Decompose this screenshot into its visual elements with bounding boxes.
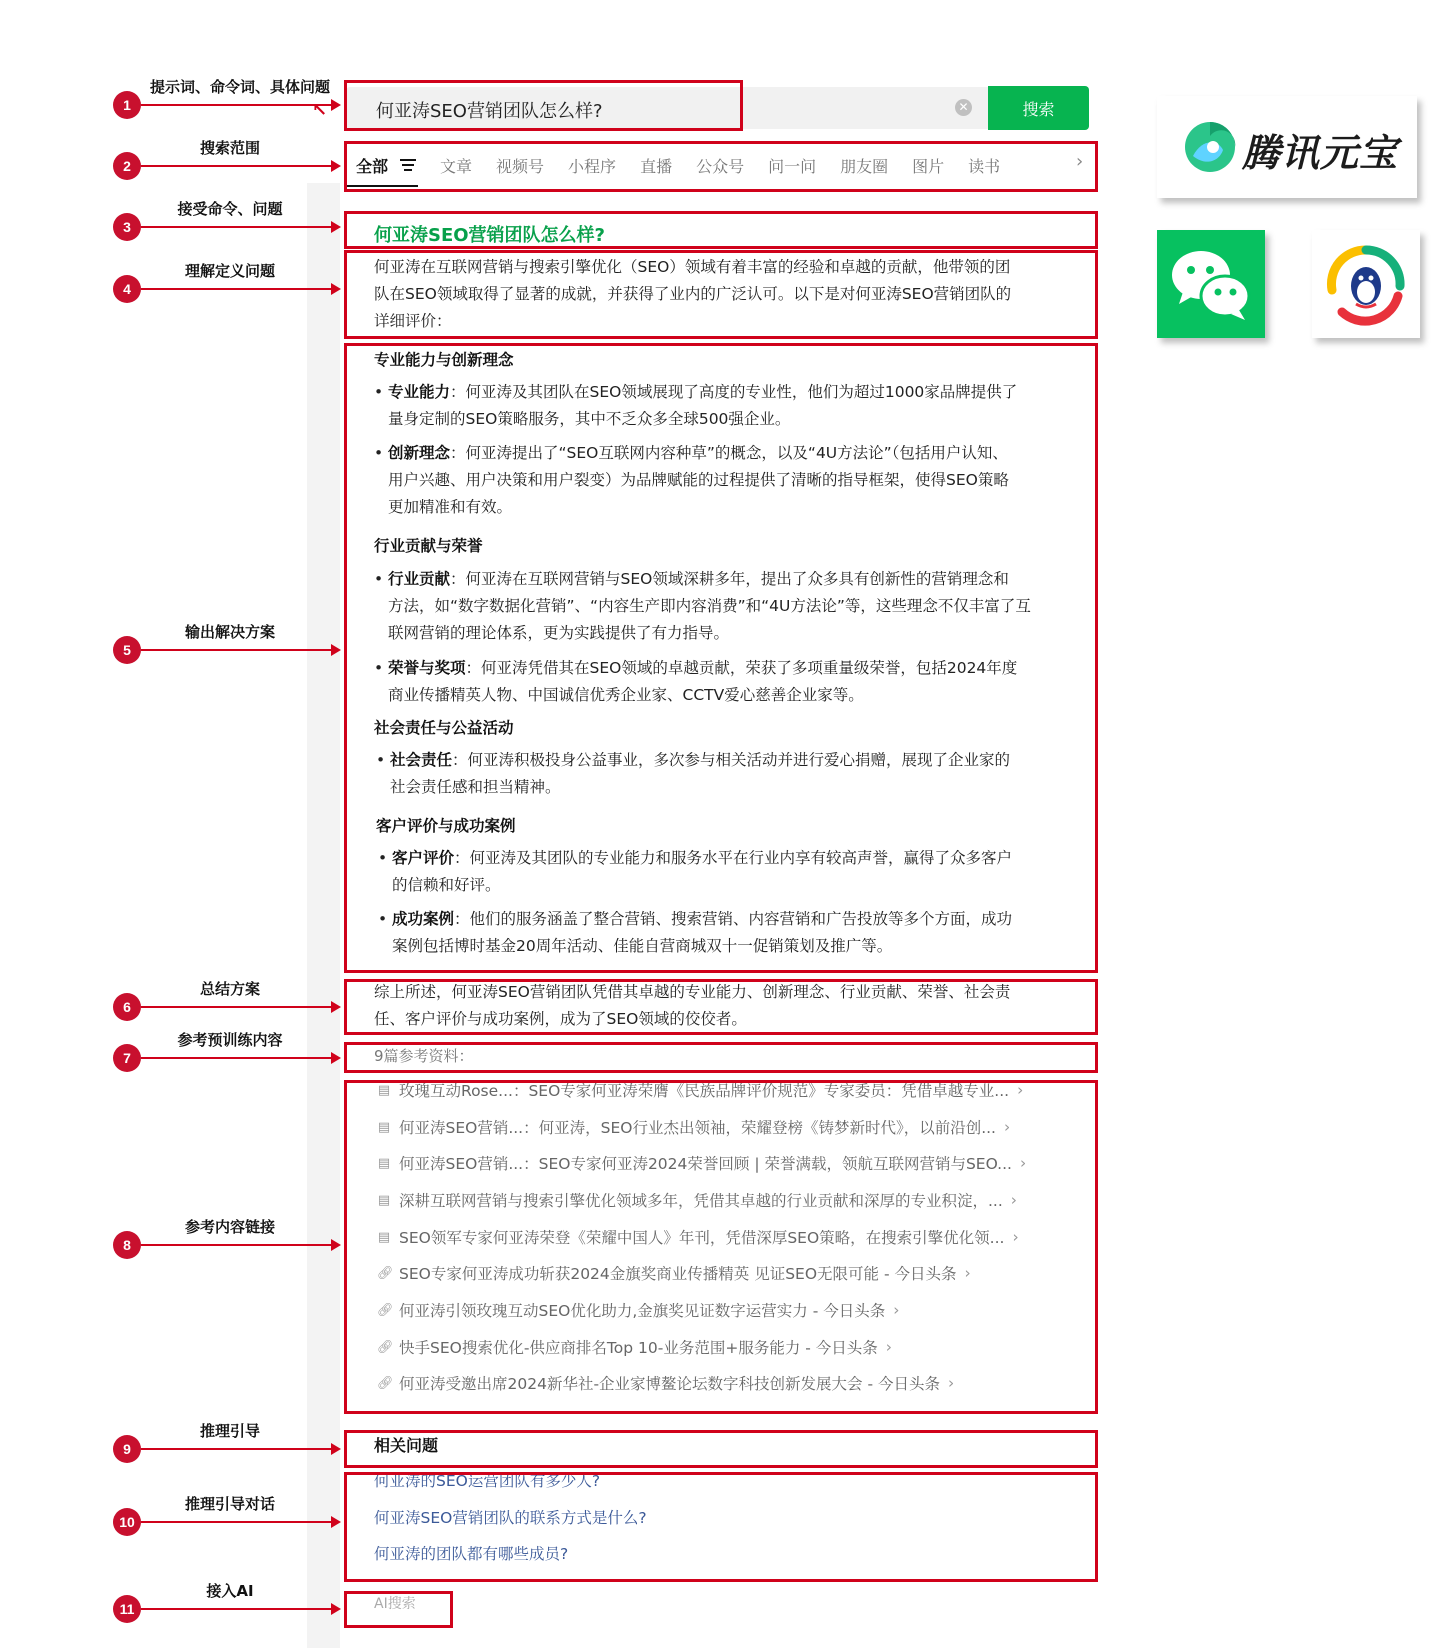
annotation-number: 10 bbox=[113, 1508, 141, 1536]
chevron-right-icon: › bbox=[893, 1301, 900, 1319]
annotation-number: 1 bbox=[113, 91, 141, 119]
annotation-label: 接受命令、问题 bbox=[177, 200, 283, 218]
link-icon: 🔗︎ bbox=[377, 1375, 394, 1391]
bullet-item: • 专业能力：何亚涛及其团队在SEO领域展现了高度的专业性，他们为超过1000家品牌提供了 量身定制的SEO策略服务，其中不乏众多全球500强企业。 bbox=[374, 383, 1018, 428]
annotation-number: 11 bbox=[113, 1595, 141, 1623]
tab-books[interactable]: 读书 bbox=[968, 156, 1001, 176]
annotation-number: 9 bbox=[113, 1435, 141, 1463]
search-button[interactable]: 搜索 bbox=[988, 86, 1089, 130]
annotation-3 bbox=[110, 200, 345, 244]
reference-link[interactable]: ▤ 何亚涛SEO营销...：何亚涛，SEO行业杰出领袖，荣耀登榜《铸梦新时代》，以前沿创... › bbox=[377, 1118, 1011, 1137]
annotation-8 bbox=[110, 1218, 345, 1262]
annotation-label: 理解定义问题 bbox=[184, 262, 275, 280]
related-questions-title: 相关问题 bbox=[374, 1436, 439, 1455]
bullet-item: • 成功案例：他们的服务涵盖了整合营销、搜索营销、内容营销和广告投放等多个方面，成功 案例包括博时基金20周年活动、佳能自营商城双十一促销策划及推广等。 bbox=[378, 910, 1013, 955]
doc-icon: ▤ bbox=[377, 1082, 391, 1098]
chevron-right-icon[interactable]: › bbox=[1076, 151, 1084, 172]
chevron-right-icon: › bbox=[885, 1338, 892, 1356]
annotation-6 bbox=[110, 980, 345, 1024]
link-icon: 🔗︎ bbox=[377, 1265, 394, 1281]
answer-intro: 何亚涛在互联网营销与搜索引擎优化（SEO）领域有着丰富的经验和卓越的贡献，他带领的团 队在SEO领域取得了显著的成就，并获得了业内的广泛认可。以下是对何亚涛SEO营销团队的 详细评价： bbox=[374, 258, 1012, 330]
annotation-7 bbox=[110, 1031, 345, 1075]
highlight-box-2 bbox=[344, 141, 1098, 192]
reference-link[interactable]: ▤ 深耕互联网营销与搜索引擎优化领域多年，凭借其卓越的行业贡献和深厚的专业积淀，... › bbox=[377, 1191, 1017, 1210]
bullet-item: • 荣誉与奖项：何亚涛凭借其在SEO领域的卓越贡献，荣获了多项重量级荣誉，包括2024年度 商业传播精英人物、中国诚信优秀企业家、CCTV爱心慈善企业家等。 bbox=[374, 659, 1018, 704]
tab-official-account[interactable]: 公众号 bbox=[696, 156, 745, 176]
doc-icon: ▤ bbox=[377, 1229, 391, 1245]
annotation-label: 推理引导对话 bbox=[184, 1495, 275, 1513]
annotation-11 bbox=[110, 1582, 345, 1626]
related-question-link[interactable]: 何亚涛SEO营销团队的联系方式是什么? bbox=[374, 1509, 647, 1527]
chevron-right-icon: › bbox=[1003, 1118, 1011, 1136]
annotation-label: 接入AI bbox=[206, 1582, 254, 1600]
doc-icon: ▤ bbox=[377, 1192, 391, 1208]
highlight-box-6 bbox=[344, 979, 1098, 1035]
yuanbao-logo-text: 腾讯元宝 bbox=[1242, 131, 1399, 175]
highlight-box-9 bbox=[344, 1430, 1098, 1468]
cursor-icon: ↖ bbox=[312, 100, 328, 121]
annotation-number: 2 bbox=[113, 152, 141, 180]
reference-link[interactable]: 🔗︎ 何亚涛引领玫瑰互动SEO优化助力,金旗奖见证数字运营实力 - 今日头条 › bbox=[377, 1301, 900, 1320]
clear-icon[interactable]: ✕ bbox=[955, 99, 972, 116]
reference-link[interactable]: ▤ 何亚涛SEO营销...：SEO专家何亚涛2024荣誉回顾 | 荣誉满载，领航互联网营销与SEO... › bbox=[377, 1154, 1027, 1173]
annotation-number: 7 bbox=[113, 1044, 141, 1072]
annotation-9 bbox=[110, 1422, 345, 1466]
doc-icon: ▤ bbox=[377, 1155, 391, 1171]
annotation-2 bbox=[110, 139, 345, 183]
annotation-number: 8 bbox=[113, 1231, 141, 1259]
highlight-box-3 bbox=[344, 211, 1098, 249]
highlight-box-1 bbox=[344, 80, 743, 131]
chevron-right-icon: › bbox=[964, 1264, 971, 1282]
reference-link[interactable]: 🔗︎ 何亚涛受邀出席2024新华社-企业家博鳌论坛数字科技创新发展大会 - 今日头条 › bbox=[377, 1374, 955, 1393]
reference-count: 9篇参考资料： bbox=[374, 1047, 474, 1065]
annotation-number: 5 bbox=[113, 636, 141, 664]
annotation-label: 输出解决方案 bbox=[184, 623, 275, 641]
tab-article[interactable]: 文章 bbox=[440, 156, 473, 176]
chevron-right-icon: › bbox=[1010, 1191, 1017, 1209]
highlight-box-5 bbox=[344, 343, 1098, 973]
tab-all[interactable]: 全部 bbox=[356, 154, 416, 177]
chevron-right-icon: › bbox=[1019, 1154, 1027, 1172]
related-question-link[interactable]: 何亚涛的SEO运营团队有多少人? bbox=[374, 1472, 601, 1490]
qq-icon bbox=[1312, 230, 1420, 338]
bullet-item: • 社会责任：何亚涛积极投身公益事业，多次参与相关活动并进行爱心捐赠，展现了企业家的 社会责任感和担当精神。 bbox=[376, 751, 1011, 796]
reference-link[interactable]: ▤ SEO领军专家何亚涛荣登《荣耀中国人》年刊，凭借深厚SEO策略，在搜索引擎优化领... › bbox=[377, 1228, 1019, 1247]
related-question-link[interactable]: 何亚涛的团队都有哪些成员? bbox=[374, 1545, 569, 1563]
section-title: 客户评价与成功案例 bbox=[376, 817, 516, 835]
bullet-item: • 行业贡献：何亚涛在互联网营销与SEO领域深耕多年，提出了众多具有创新性的营销理念和 方法，如“数字数据化营销”、“内容生产即内容消费”和“4U方法论”等，这些理念不仅丰富了互 联网营销的理论体系，更为实践提供了有力指导。 bbox=[374, 570, 1031, 642]
annotation-number: 4 bbox=[113, 275, 141, 303]
bullet-item: • 创新理念：何亚涛提出了“SEO互联网内容种草”的概念，以及“4U方法论”（包括用户认知、 用户兴趣、用户决策和用户裂变）为品牌赋能的过程提供了清晰的指导框架，使得SEO策略 更加精准和有效。 bbox=[374, 444, 1009, 516]
reference-link[interactable]: 🔗︎ SEO专家何亚涛成功斩获2024金旗奖商业传播精英 见证SEO无限可能 - 今日头条 › bbox=[377, 1264, 971, 1283]
answer-question-title: 何亚涛SEO营销团队怎么样? bbox=[374, 225, 606, 246]
annotation-arrow bbox=[141, 104, 333, 106]
section-title: 行业贡献与荣誉 bbox=[374, 537, 483, 555]
annotation-label: 搜索范围 bbox=[199, 139, 260, 157]
annotation-label: 参考内容链接 bbox=[184, 1218, 275, 1236]
answer-summary: 综上所述，何亚涛SEO营销团队凭借其卓越的专业能力、创新理念、行业贡献、荣誉、社会责 任、客户评价与成功案例，成为了SEO领域的佼佼者。 bbox=[374, 983, 1011, 1028]
section-title: 专业能力与创新理念 bbox=[374, 351, 514, 369]
chevron-right-icon: › bbox=[1012, 1228, 1019, 1246]
annotation-4 bbox=[110, 262, 345, 306]
highlight-box-4 bbox=[344, 250, 1098, 339]
wechat-logo bbox=[1157, 230, 1265, 338]
annotation-number: 3 bbox=[113, 213, 141, 241]
annotation-label: 推理引导 bbox=[199, 1422, 260, 1440]
annotation-label: 参考预训练内容 bbox=[177, 1031, 283, 1049]
tab-images[interactable]: 图片 bbox=[912, 156, 945, 176]
qq-logo bbox=[1312, 230, 1420, 338]
ai-search-link[interactable]: AI搜索 bbox=[374, 1596, 416, 1612]
annotation-number: 6 bbox=[113, 993, 141, 1021]
reference-link[interactable]: 🔗︎ 快手SEO搜索优化-供应商排名Top 10-业务范围+服务能力 - 今日头条 › bbox=[377, 1338, 892, 1357]
chevron-right-icon: › bbox=[948, 1374, 955, 1392]
link-icon: 🔗︎ bbox=[377, 1339, 394, 1355]
highlight-box-10 bbox=[344, 1472, 1098, 1582]
search-query-text[interactable]: 何亚涛SEO营销团队怎么样? bbox=[376, 101, 603, 122]
reference-link[interactable]: ▤ 玫瑰互动Rose...：SEO专家何亚涛荣膺《民族品牌评价规范》专家委员：凭借卓越专业... › bbox=[377, 1081, 1024, 1100]
annotation-5 bbox=[110, 623, 345, 667]
tab-moments[interactable]: 朋友圈 bbox=[840, 156, 889, 176]
annotation-1 bbox=[110, 78, 345, 122]
section-title: 社会责任与公益活动 bbox=[374, 719, 514, 737]
link-icon: 🔗︎ bbox=[377, 1302, 394, 1318]
annotation-label: 总结方案 bbox=[199, 980, 260, 998]
tab-channels[interactable]: 视频号 bbox=[496, 156, 545, 176]
tab-miniprogram[interactable]: 小程序 bbox=[568, 156, 617, 176]
highlight-box-11 bbox=[344, 1591, 453, 1628]
bullet-item: • 客户评价：何亚涛及其团队的专业能力和服务水平在行业内享有较高声誉，赢得了众多客户 的信赖和好评。 bbox=[378, 849, 1013, 894]
annotation-10 bbox=[110, 1495, 345, 1539]
yuanbao-logo-icon bbox=[1183, 120, 1237, 174]
doc-icon: ▤ bbox=[377, 1119, 391, 1135]
highlight-box-7 bbox=[344, 1042, 1098, 1073]
tab-live[interactable]: 直播 bbox=[640, 156, 673, 176]
highlight-box-8 bbox=[344, 1080, 1098, 1414]
wechat-icon bbox=[1157, 230, 1265, 338]
tab-ask[interactable]: 问一问 bbox=[768, 156, 817, 176]
annotation-label: 提示词、命令词、具体问题 bbox=[150, 78, 331, 96]
yuanbao-logo-card bbox=[1157, 96, 1417, 198]
chevron-right-icon: › bbox=[1017, 1081, 1024, 1099]
